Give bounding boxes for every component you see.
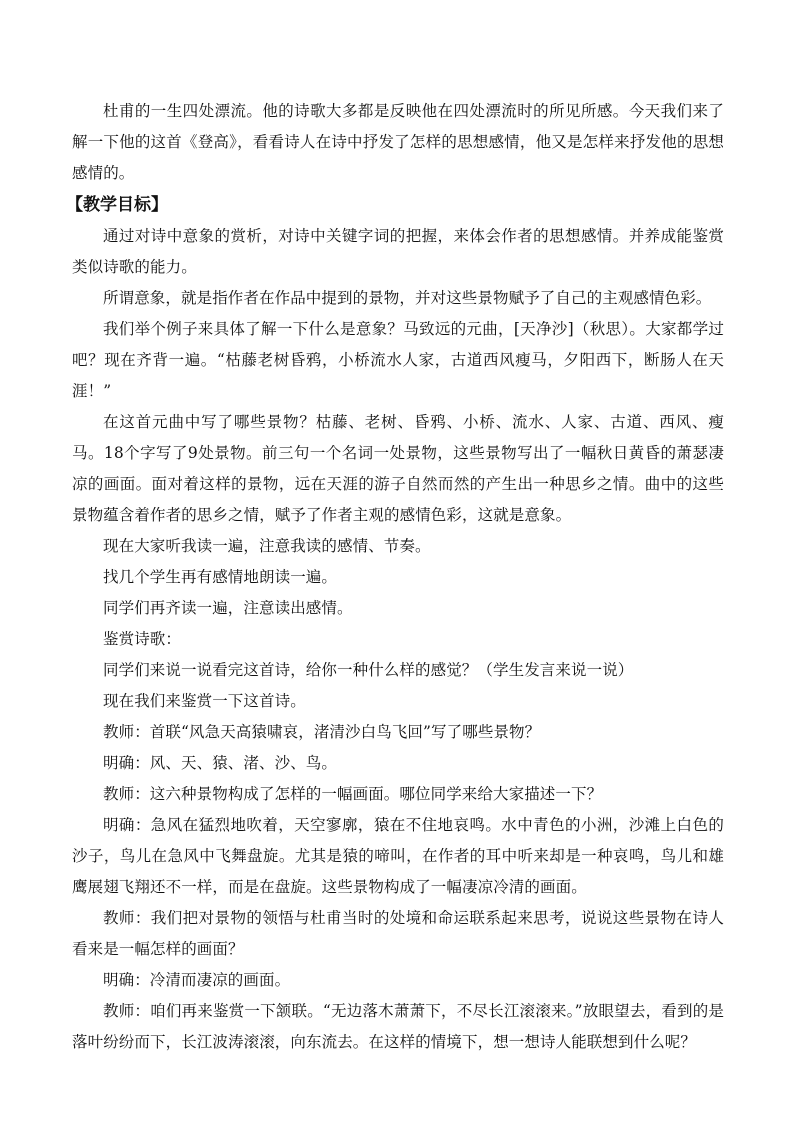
paragraph-appreciation-label: 鉴赏诗歌： bbox=[103, 630, 182, 648]
paragraph-student-feelings: 同学们来说一说看完这首诗，给你一种什么样的感觉？（学生发言来说一说） bbox=[103, 661, 634, 679]
paragraph-teacher-reading: 现在大家听我读一遍，注意我读的感情、节奏。 bbox=[103, 537, 431, 555]
paragraph-teacher-q4: 教师：咱们再来鉴赏一下颔联。“无边落木萧萧下，不尽长江滚滚来。”放眼望去，看到的是落叶纷纷而下，长江波涛滚滚，向东流去。在这样的情境下，想一想诗人能联想到什么呢？ bbox=[72, 1002, 724, 1051]
paragraph-answer-3: 明确：冷清而凄凉的画面。 bbox=[103, 971, 291, 989]
paragraph-answer-1: 明确：风、天、猿、渚、沙、鸟。 bbox=[103, 754, 338, 772]
document-body bbox=[66, 96, 724, 1058]
paragraph-answer-2: 明确：急风在猛烈地吹着，天空寥廓，猿在不住地哀鸣。水中青色的小洲，沙滩上白色的沙子，鸟儿在急风中飞舞盘旋。尤其是猿的啼叫，在作者的耳中听来却是一种哀鸣，鸟儿和雄鹰展翅飞翔还不一样，而是在盘旋。这些景物构成了一幅凄凉冷清的画面。 bbox=[72, 816, 724, 896]
paragraph-start-appreciation: 现在我们来鉴赏一下这首诗。 bbox=[103, 692, 306, 710]
paragraph-example-analysis: 在这首元曲中写了哪些景物？枯藤、老树、昏鸦、小桥、流水、人家、古道、西风、瘦马。18个字写了9处景物。前三句一个名词一处景物，这些景物写出了一幅秋日黄昏的萧瑟凄凉的画面。面对着这样的景物，远在天涯的游子自然而然的产生出一种思乡之情。曲中的这些景物蕴含着作者的思乡之情，赋予了作者主观的感情色彩，这就是意象。 bbox=[72, 413, 724, 524]
paragraph-goals: 通过对诗中意象的赏析，对诗中关键字词的把握，来体会作者的思想感情。并养成能鉴赏类似诗歌的能力。 bbox=[72, 227, 724, 276]
paragraph-teacher-q3: 教师：我们把对景物的领悟与杜甫当时的处境和命运联系起来思考，说说这些景物在诗人看来是一幅怎样的画面？ bbox=[72, 909, 724, 958]
paragraph-imagery-definition: 所谓意象，就是指作者在作品中提到的景物，并对这些景物赋予了自己的主观感情色彩。 bbox=[103, 289, 712, 307]
paragraph-teacher-q2: 教师：这六种景物构成了怎样的一幅画面。哪位同学来给大家描述一下？ bbox=[103, 785, 603, 803]
paragraph-student-reading: 找几个学生再有感情地朗读一遍。 bbox=[103, 568, 338, 586]
paragraph-group-reading: 同学们再齐读一遍，注意读出感情。 bbox=[103, 599, 353, 617]
paragraph-teacher-q1: 教师：首联“风急天高猿啸哀，渚清沙白鸟飞回”写了哪些景物？ bbox=[103, 723, 541, 741]
intro-paragraph: 杜甫的一生四处漂流。他的诗歌大多都是反映他在四处漂流时的所见所感。今天我们来了解一下他的这首《登高》，看看诗人在诗中抒发了怎样的思想感情，他又是怎样来抒发他的思想感情的。 bbox=[72, 102, 724, 182]
paragraph-example-intro: 我们举个例子来具体了解一下什么是意象？马致远的元曲，[天净沙]（秋思）。大家都学过吧？现在齐背一遍。“枯藤老树昏鸦，小桥流水人家，古道西风瘦马，夕阳西下，断肠人在天涯！” bbox=[72, 320, 724, 400]
section-heading-teaching-goals: 【教学目标】 bbox=[66, 195, 168, 215]
